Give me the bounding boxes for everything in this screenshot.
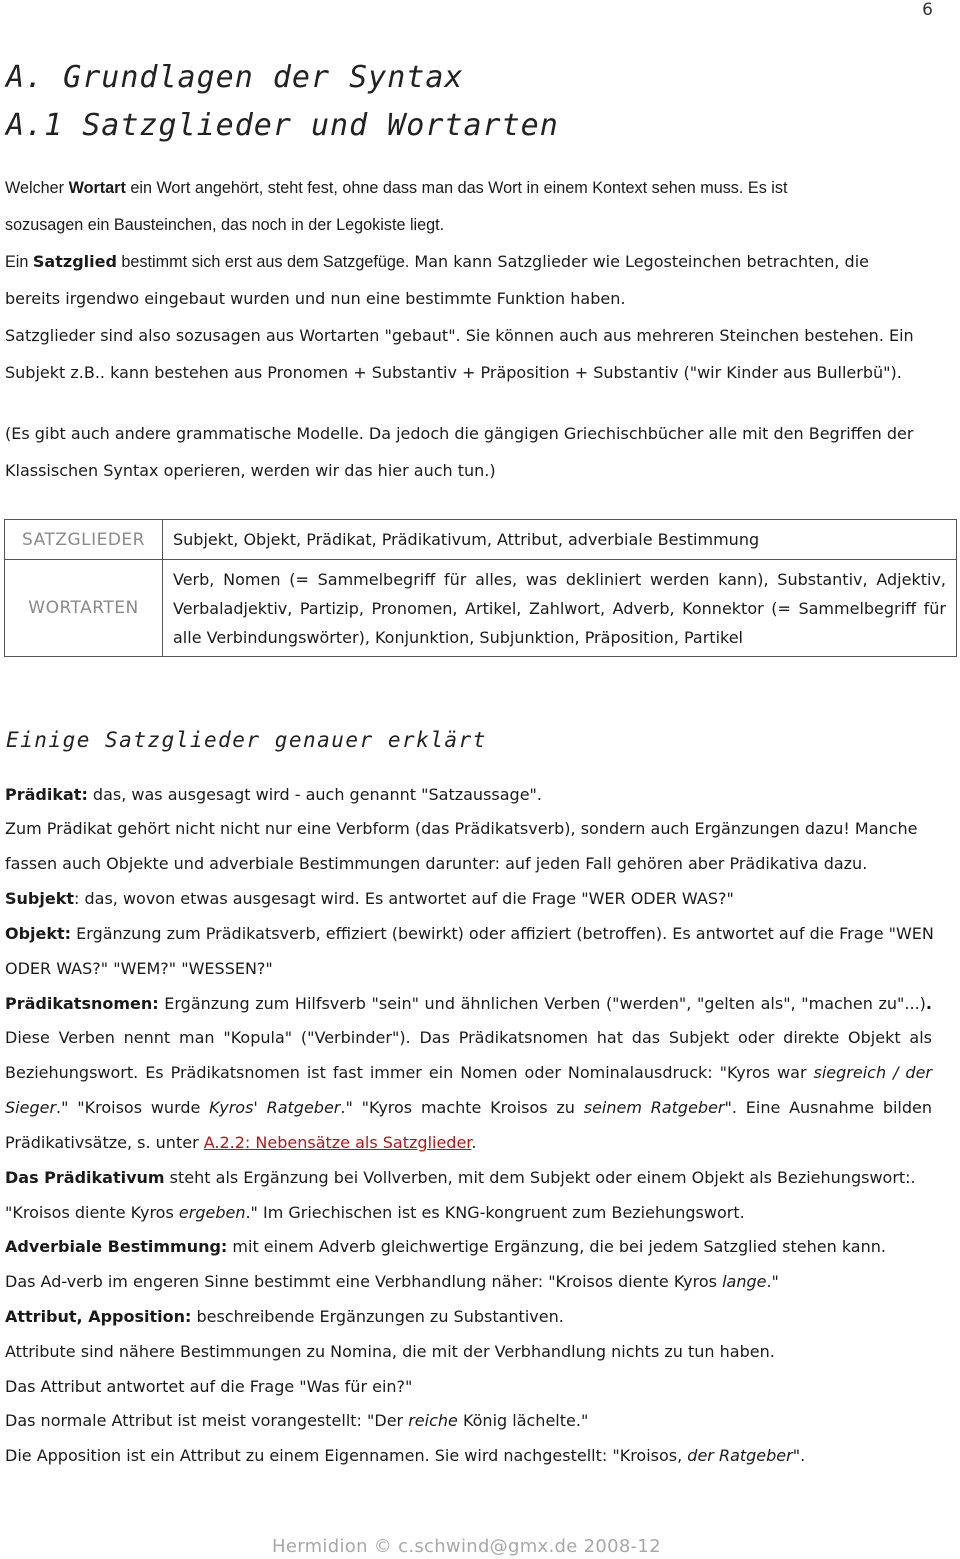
intro-line-4: bereits irgendwo eingebaut wurden und nun eine bestimmte Funktion haben. xyxy=(5,289,626,308)
def-attribut-line-2: Attribute sind nähere Bestimmungen zu Nomina, die mit der Verbhandlung nichts zu tun haben. xyxy=(5,1342,775,1361)
def-subjekt: Subjekt: das, wovon etwas ausgesagt wird. Es antwortet auf die Frage "WER ODER WAS?" xyxy=(5,889,734,908)
table-value-satzglieder: Subjekt, Objekt, Prädikat, Prädikativum, Attribut, adverbiale Bestimmung xyxy=(163,520,957,560)
intro-line-7: (Es gibt auch andere grammatische Modelle. Da jedoch die gängigen Griechischbücher alle mit den Begriffen der xyxy=(5,424,914,443)
intro-line-1: Welcher Wortart ein Wort angehört, steht fest, ohne dass man das Wort in einem Kontext sehen muss. Es ist xyxy=(5,179,788,197)
def-attribut: Attribut, Apposition: beschreibende Ergänzungen zu Substantiven. xyxy=(5,1307,564,1326)
table-row xyxy=(5,520,957,560)
intro-line-6: Subjekt z.B.. kann bestehen aus Pronomen + Substantiv + Präposition + Substantiv ("wir Kinder aus Bullerbü"). xyxy=(5,363,902,382)
def-praedikatsnomen-line-4: Sieger." "Kroisos wurde Kyros' Ratgeber." "Kyros machte Kroisos zu seinem Ratgeber". Eine Ausnahme bilden xyxy=(5,1098,933,1117)
body-line-p1: Zum Prädikat gehört nicht nicht nur eine Verbform (das Prädikatsverb), sondern auch Ergänzungen dazu! Manche xyxy=(5,819,918,838)
chapter-title: A. Grundlagen der Syntax xyxy=(6,60,464,95)
intro-line-8: Klassischen Syntax operieren, werden wir das hier auch tun.) xyxy=(5,461,496,480)
def-praedikatsnomen-line-5: Prädikativsätze, s. unter A.2.2: Nebensätze als Satzglieder. xyxy=(5,1133,477,1152)
section-title: A.1 Satzglieder und Wortarten xyxy=(6,108,559,143)
satzglieder-wortarten-table xyxy=(4,519,957,657)
page-footer: Hermidion © c.schwind@gmx.de 2008-12 xyxy=(272,1536,661,1557)
table-value-wortarten: Verb, Nomen (= Sammelbegriff für alles, was dekliniert werden kann), Substantiv, Adjektiv, Verbaladjektiv, Partizip, Pronomen, Artikel, Zahlwort, Adverb, Konnektor (= Sammelbegriff für alle Verbindungswörter), Konjunktion, Subjunktion, Präposition, Partikel xyxy=(163,560,957,657)
def-praedikatsnomen-line-2: Diese Verben nennt man "Kopula" ("Verbinder"). Das Prädikatsnomen hat das Subjekt oder direkte Objekt als xyxy=(5,1028,932,1047)
def-praedikat: Prädikat: das, was ausgesagt wird - auch genannt "Satzaussage". xyxy=(5,785,542,804)
intro-line-3: Ein Satzglied bestimmt sich erst aus dem Satzgefüge. Man kann Satzglieder wie Legosteinchen betrachten, die xyxy=(5,252,869,271)
def-attribut-line-3: Das Attribut antwortet auf die Frage "Was für ein?" xyxy=(5,1377,413,1396)
table-label-wortarten: WORTARTEN xyxy=(5,560,163,657)
def-objekt-line-2: ODER WAS?" "WEM?" "WESSEN?" xyxy=(5,959,273,978)
def-attribut-line-5: Die Apposition ist ein Attribut zu einem Eigennamen. Sie wird nachgestellt: "Kroisos, der Ratgeber". xyxy=(5,1446,806,1465)
intro-line-5: Satzglieder sind also sozusagen aus Wortarten "gebaut". Sie können auch aus mehreren Steinchen bestehen. Ein xyxy=(5,326,914,345)
body-line-p2: fassen auch Objekte und adverbiale Bestimmungen darunter: auf jeden Fall gehören aber Prädikativa dazu. xyxy=(5,854,868,873)
def-praedikativum: Das Prädikativum steht als Ergänzung bei Vollverben, mit dem Subjekt oder einem Objekt als Beziehungswort:. xyxy=(5,1168,916,1187)
page-number: 6 xyxy=(922,0,933,20)
subsection-title: Einige Satzglieder genauer erklärt xyxy=(6,728,487,752)
def-adverbiale-bestimmung: Adverbiale Bestimmung: mit einem Adverb gleichwertige Ergänzung, die bei jedem Satzglied stehen kann. xyxy=(5,1237,886,1256)
link-nebensaetze[interactable]: A.2.2: Nebensätze als Satzglieder xyxy=(203,1133,472,1152)
def-objekt: Objekt: Ergänzung zum Prädikatsverb, effiziert (bewirkt) oder affiziert (betroffen). Es antwortet auf die Frage "WEN xyxy=(5,924,934,943)
table-row xyxy=(5,560,957,657)
def-praedikatsnomen: Prädikatsnomen: Ergänzung zum Hilfsverb "sein" und ähnlichen Verben ("werden", "gelten als", "machen zu"...). xyxy=(5,994,932,1013)
def-praedikativum-line-2: "Kroisos diente Kyros ergeben." Im Griechischen ist es KNG-kongruent zum Beziehungswort. xyxy=(5,1203,745,1222)
def-praedikatsnomen-line-3: Beziehungswort. Es Prädikatsnomen ist fast immer ein Nomen oder Nominalausdruck: "Kyros war siegreich / der xyxy=(5,1063,932,1082)
table-label-satzglieder: SATZGLIEDER xyxy=(5,520,163,560)
intro-line-2: sozusagen ein Bausteinchen, das noch in der Legokiste liegt. xyxy=(5,216,445,234)
def-adverbiale-bestimmung-line-2: Das Ad-verb im engeren Sinne bestimmt eine Verbhandlung näher: "Kroisos diente Kyros lange." xyxy=(5,1272,779,1291)
def-attribut-line-4: Das normale Attribut ist meist vorangestellt: "Der reiche König lächelte." xyxy=(5,1411,589,1430)
